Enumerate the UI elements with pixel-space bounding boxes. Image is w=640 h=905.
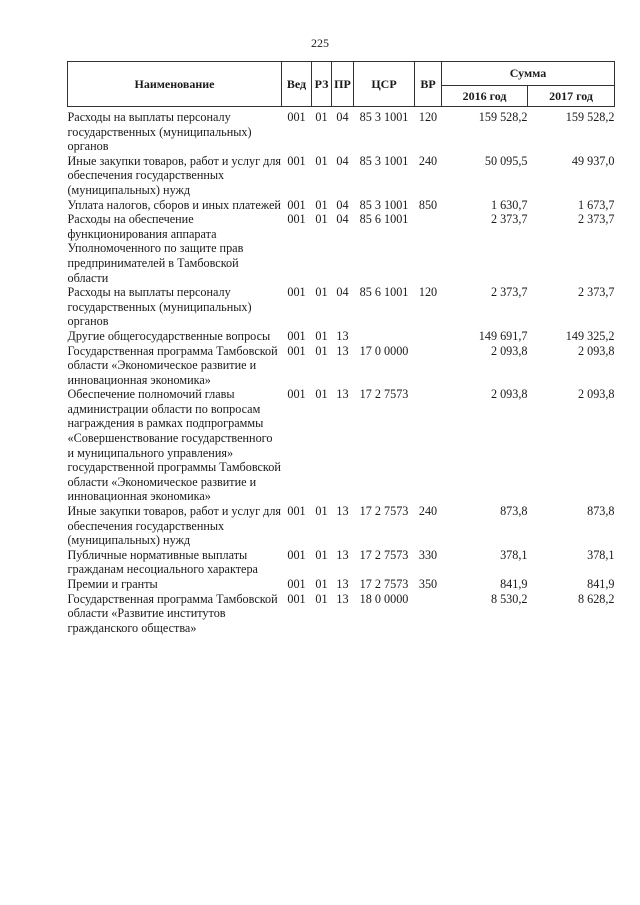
table-row: [68, 107, 615, 154]
cell-rz: 01: [315, 547, 328, 562]
cell-rz: 01: [315, 387, 328, 402]
cell-vr: [415, 329, 442, 344]
cell-sum-2017: 2 093,8: [577, 343, 615, 358]
header-rz: РЗ: [312, 62, 332, 107]
cell-name: Расходы на выплаты персоналу государственных (муниципальных) органов: [67, 110, 252, 154]
cell-pr: 13: [336, 547, 349, 562]
cell-csr: 85 3 1001: [359, 197, 409, 212]
table-row: [68, 577, 615, 592]
cell-sum-2017: 841,9: [587, 577, 615, 591]
cell-rz: 01: [315, 285, 328, 300]
cell-rz: 01: [315, 577, 328, 591]
cell-sum-2017: 2 093,8: [577, 387, 615, 402]
cell-ved: 001: [287, 110, 306, 124]
cell-vr: 120: [418, 110, 438, 124]
table-row: [68, 504, 615, 548]
cell-vr: 240: [418, 504, 438, 519]
cell-pr: 04: [336, 212, 349, 227]
cell-pr: 13: [336, 591, 349, 606]
cell-name: Иные закупки товаров, работ и услуг для обеспечения государственных (муниципальных) нужд: [67, 504, 282, 548]
cell-sum-2017: 2 373,7: [577, 285, 615, 300]
cell-vr: 350: [418, 577, 438, 591]
cell-pr: 13: [336, 387, 349, 402]
budget-table: [67, 61, 615, 635]
cell-csr: 85 3 1001: [359, 153, 409, 168]
cell-ved: 001: [287, 387, 306, 402]
cell-rz: 01: [315, 591, 328, 606]
cell-name: Публичные нормативные выплаты гражданам несоциального характера: [67, 547, 258, 577]
cell-csr: 17 2 7573: [359, 387, 409, 402]
cell-vr: 330: [418, 547, 438, 562]
cell-vr: [415, 387, 442, 504]
cell-csr: [354, 329, 415, 344]
cell-rz: 01: [315, 504, 328, 519]
cell-sum-2017: 149 325,2: [565, 328, 615, 343]
cell-sum-2017: 1 673,7: [577, 197, 615, 212]
table-row: [68, 154, 615, 198]
cell-csr: 85 6 1001: [359, 212, 409, 227]
header-vr: ВР: [415, 62, 442, 107]
table-row: [68, 344, 615, 388]
cell-sum-2017: 159 528,2: [565, 110, 615, 124]
cell-ved: 001: [287, 153, 306, 168]
cell-sum-2016: 2 093,8: [490, 343, 528, 358]
cell-pr: 13: [336, 328, 349, 343]
cell-rz: 01: [315, 197, 328, 212]
table-body: [68, 107, 615, 636]
cell-sum-2016: 378,1: [500, 547, 528, 562]
cell-ved: 001: [287, 212, 306, 227]
header-year-2016: 2016 год: [442, 86, 528, 107]
header-pr: ПР: [332, 62, 354, 107]
cell-csr: 17 2 7573: [359, 547, 409, 562]
header-sum: Сумма: [442, 62, 615, 86]
cell-ved: 001: [287, 343, 306, 358]
cell-sum-2017: 2 373,7: [577, 212, 615, 227]
cell-csr: 85 3 1001: [359, 110, 409, 124]
page-number: 225: [311, 36, 329, 50]
cell-vr: 120: [418, 285, 438, 300]
cell-sum-2017: 8 628,2: [577, 591, 615, 606]
cell-ved: 001: [287, 547, 306, 562]
cell-sum-2016: 50 095,5: [484, 153, 528, 168]
cell-pr: 13: [336, 504, 349, 519]
cell-sum-2016: 873,8: [500, 504, 528, 519]
cell-sum-2016: 2 093,8: [490, 387, 528, 402]
cell-pr: 13: [336, 343, 349, 358]
cell-pr: 04: [336, 197, 349, 212]
cell-name: Расходы на обеспечение функционирования аппарата Уполномоченного по защите прав предпринимателей в Тамбовской области: [67, 212, 244, 285]
table-row: [68, 548, 615, 577]
cell-sum-2016: 1 630,7: [490, 197, 528, 212]
cell-csr: 85 6 1001: [359, 285, 409, 300]
cell-pr: 04: [336, 285, 349, 300]
cell-ved: 001: [287, 577, 306, 591]
cell-vr: 850: [418, 197, 438, 212]
table-row: [68, 198, 615, 213]
cell-sum-2017: 49 937,0: [571, 153, 615, 168]
cell-csr: 17 0 0000: [359, 343, 409, 358]
cell-ved: 001: [287, 328, 306, 343]
cell-sum-2017: 378,1: [587, 547, 615, 562]
cell-sum-2016: 2 373,7: [490, 285, 528, 300]
cell-ved: 001: [287, 285, 306, 300]
cell-name: Государственная программа Тамбовской области «Развитие институтов гражданского общества»: [67, 591, 278, 635]
cell-vr: 240: [418, 153, 438, 168]
cell-name: Расходы на выплаты персоналу государственных (муниципальных) органов: [67, 285, 252, 329]
cell-rz: 01: [315, 153, 328, 168]
cell-csr: 18 0 0000: [359, 591, 409, 606]
header-ved: Вед: [282, 62, 312, 107]
cell-sum-2017: 873,8: [587, 504, 615, 519]
cell-name: Премии и гранты: [67, 577, 158, 591]
cell-ved: 001: [287, 504, 306, 519]
cell-sum-2016: 149 691,7: [478, 328, 528, 343]
header-year-2017: 2017 год: [528, 86, 615, 107]
cell-csr: 17 2 7573: [359, 577, 409, 591]
cell-csr: 17 2 7573: [359, 504, 409, 519]
cell-name: Обеспечение полномочий главы администрации области по вопросам награждения в рамках подпрограммы «Совершенствование государственного и муниципального управления» государственной программы Тамбовской области «Экономическое развитие и инновационная экономика»: [67, 387, 281, 504]
cell-rz: 01: [315, 343, 328, 358]
table-row: [68, 285, 615, 329]
header-name: Наименование: [68, 62, 282, 107]
cell-sum-2016: 841,9: [500, 577, 528, 591]
cell-vr: [415, 592, 442, 636]
cell-rz: 01: [315, 212, 328, 227]
table-row: [68, 212, 615, 285]
cell-pr: 04: [336, 153, 349, 168]
cell-rz: 01: [315, 110, 328, 124]
header-csr: ЦСР: [354, 62, 415, 107]
table-row: [68, 592, 615, 636]
cell-rz: 01: [315, 328, 328, 343]
table-row: [68, 387, 615, 504]
cell-vr: [415, 344, 442, 388]
cell-pr: 04: [336, 110, 349, 124]
table-row: [68, 329, 615, 344]
cell-ved: 001: [287, 591, 306, 606]
cell-sum-2016: 2 373,7: [490, 212, 528, 227]
cell-sum-2016: 159 528,2: [478, 110, 528, 124]
cell-pr: 13: [336, 577, 349, 591]
cell-name: Другие общегосударственные вопросы: [67, 328, 271, 343]
cell-vr: [415, 212, 442, 285]
cell-ved: 001: [287, 197, 306, 212]
cell-sum-2016: 8 530,2: [490, 591, 528, 606]
cell-name: Уплата налогов, сборов и иных платежей: [67, 197, 281, 212]
cell-name: Иные закупки товаров, работ и услуг для обеспечения государственных (муниципальных) нужд: [67, 153, 282, 197]
cell-name: Государственная программа Тамбовской области «Экономическое развитие и инновационная экономика»: [67, 343, 278, 387]
